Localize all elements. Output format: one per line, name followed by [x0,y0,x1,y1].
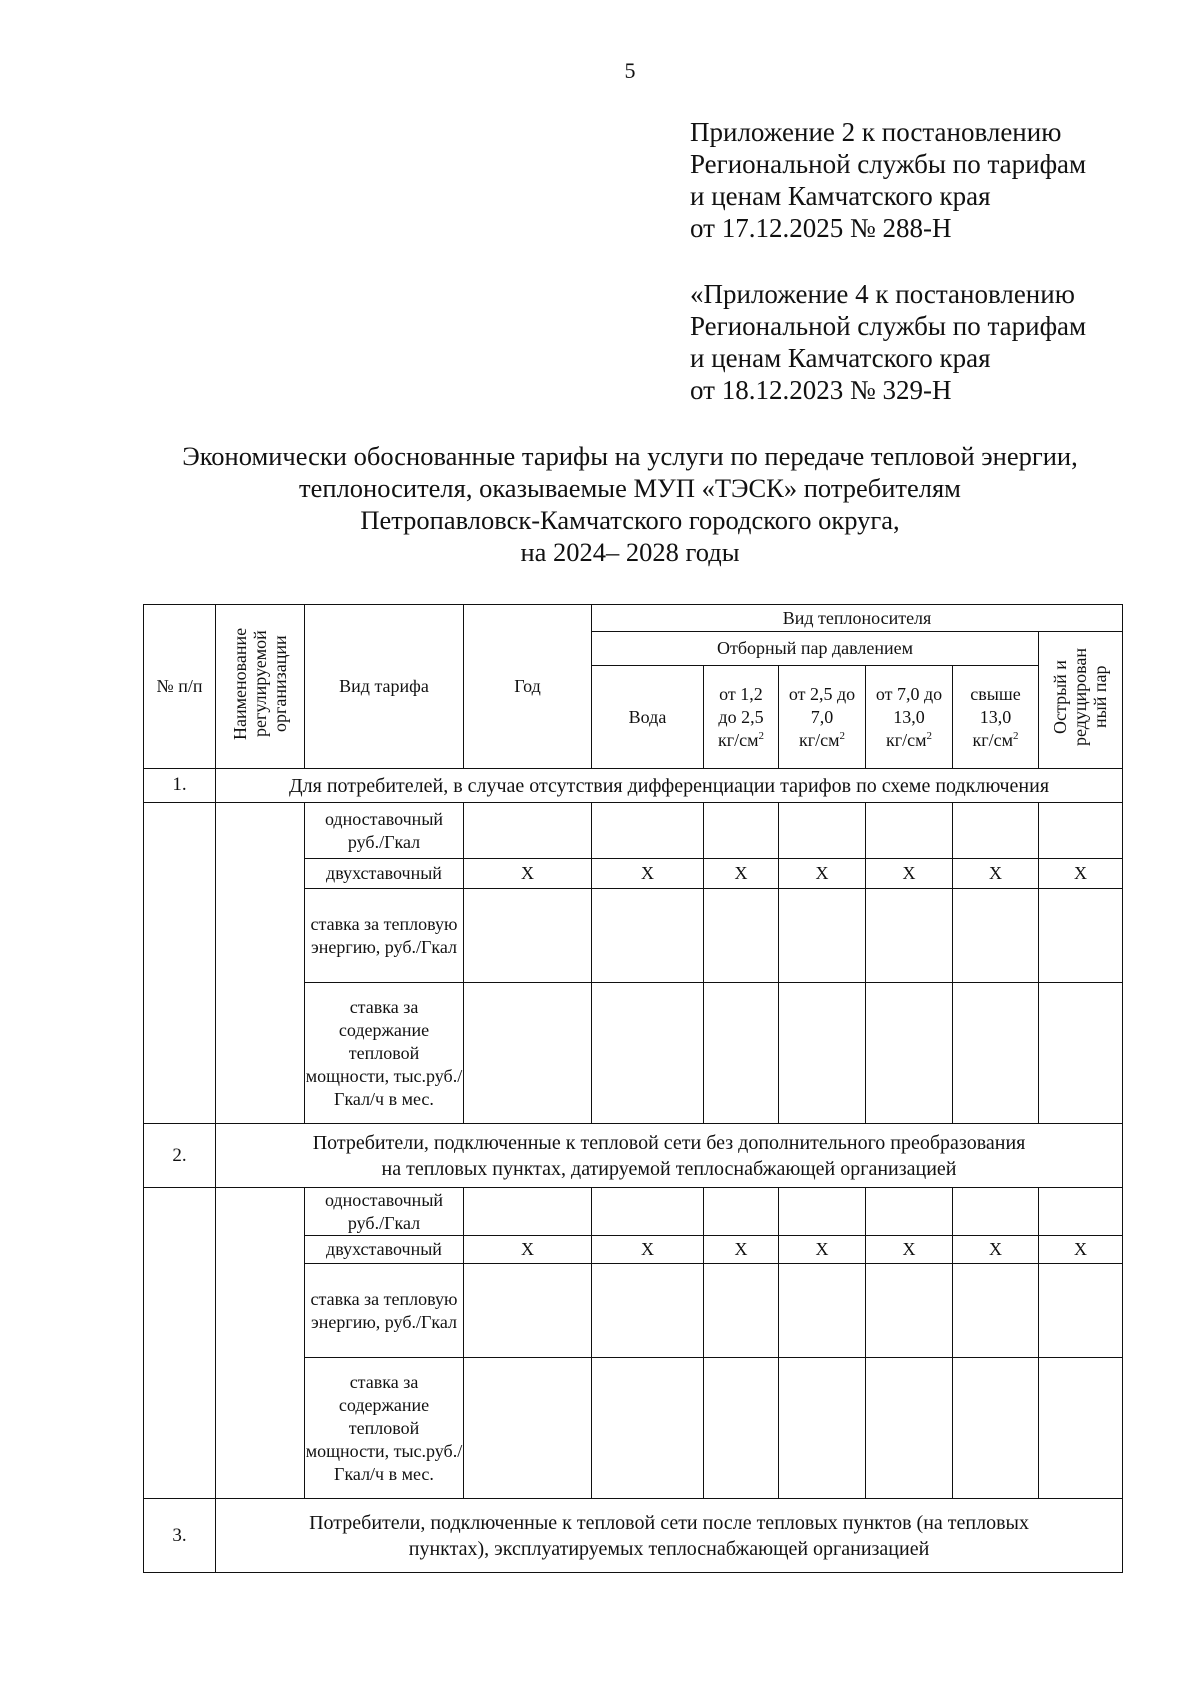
value-cell [866,983,953,1124]
value-cell [704,1358,779,1499]
tariff-type-cell: одноставочный руб./Гкал [305,803,464,859]
tariff-type-cell: ставка за тепловую энергию, руб./Гкал [305,889,464,983]
value-cell [464,1358,592,1499]
value-cell [866,1264,953,1358]
value-cell [1039,1264,1123,1358]
value-cell [866,889,953,983]
mark-cell: Х [704,859,779,889]
header-year: Год [464,605,592,769]
empty-cell [144,803,216,1124]
tariff-type-cell: двухставочный [305,1236,464,1264]
value-cell [592,803,704,859]
section-number: 3. [144,1499,216,1573]
mark-cell: Х [592,1236,704,1264]
section-title-line: Потребители, подключенные к тепловой сети после тепловых пунктов (на тепловых [309,1511,1029,1534]
value-cell [779,1264,866,1358]
tariff-type-cell: ставка за содержание тепловой мощности, тыс.руб./Гкал/ч в мес. [305,983,464,1124]
pressure-range: от 2,5 до 7,0 [788,683,856,727]
value-cell [866,1358,953,1499]
value-cell [592,1188,704,1236]
section-title [216,1124,1123,1188]
appendix-previous [690,278,1086,406]
appendix-previous-line: «Приложение 4 к постановлению [690,279,1075,309]
value-cell [464,983,592,1124]
value-cell [704,803,779,859]
mark-cell: Х [464,1236,592,1264]
pressure-range: от 7,0 до 13,0 [875,683,943,727]
mark-cell: Х [866,859,953,889]
appendix-current-line: и ценам Камчатского края [690,181,991,211]
tariff-type-cell: ставка за содержание тепловой мощности, тыс.руб./Гкал/ч в мес. [305,1358,464,1499]
value-cell [953,983,1039,1124]
pressure-unit: $кг/см^2$ [717,729,764,750]
header-steam-pressure: Отборный пар давлением [592,632,1039,666]
header-tariff-type: Вид тарифа [305,605,464,769]
appendix-current-line: Приложение 2 к постановлению [690,117,1062,147]
value-cell [1039,1188,1123,1236]
value-cell [1039,983,1123,1124]
header-sharp-steam-label: Острый и редуцирован ный пар [1049,647,1110,747]
section-title [216,1499,1123,1573]
value-cell [953,1188,1039,1236]
pressure-range: от 1,2 до 2,5 [718,683,764,727]
mark-cell: Х [779,859,866,889]
value-cell [1039,1358,1123,1499]
value-cell [779,889,866,983]
title-line: Петропавловск-Камчатского городского округа, [360,505,900,535]
section-title: Для потребителей, в случае отсутствия дифференциации тарифов по схеме подключения [216,769,1123,803]
header-pressure-1 [704,666,779,769]
tariff-table [143,604,1123,1573]
value-cell [953,889,1039,983]
mark-cell: Х [953,1236,1039,1264]
document-title [130,440,1130,568]
appendix-current-line: от 17.12.2025 № 288-Н [690,213,952,243]
mark-cell: Х [1039,859,1123,889]
empty-cell [216,1188,305,1499]
mark-cell: Х [953,859,1039,889]
empty-cell [216,803,305,1124]
section-title-line: пунктах), эксплуатируемых теплоснабжающей организацией [408,1537,930,1560]
value-cell [779,983,866,1124]
header-number: № п/п [144,605,216,769]
value-cell [592,889,704,983]
mark-cell: Х [704,1236,779,1264]
header-pressure-3 [866,666,953,769]
section-title-line: на тепловых пунктах, датируемой теплоснабжающей организацией [381,1157,957,1180]
value-cell [1039,889,1123,983]
value-cell [779,1358,866,1499]
title-line: на 2024– 2028 годы [520,537,740,567]
value-cell [866,803,953,859]
value-cell [1039,803,1123,859]
empty-cell [144,1188,216,1499]
appendix-current [690,116,1086,244]
appendix-current-line: Региональной службы по тарифам [690,149,1087,179]
mark-cell: Х [779,1236,866,1264]
value-cell [704,889,779,983]
appendix-previous-line: и ценам Камчатского края [690,343,991,373]
value-cell [704,1264,779,1358]
pressure-range: свыше 13,0 [970,683,1021,727]
value-cell [704,1188,779,1236]
appendix-previous-line: от 18.12.2023 № 329-Н [690,375,952,405]
appendix-previous-line: Региональной службы по тарифам [690,311,1087,341]
mark-cell: Х [866,1236,953,1264]
value-cell [953,1358,1039,1499]
value-cell [464,1188,592,1236]
value-cell [592,1358,704,1499]
value-cell [464,889,592,983]
value-cell [779,1188,866,1236]
header-pressure-4 [953,666,1039,769]
section-number: 2. [144,1124,216,1188]
header-pressure-2 [779,666,866,769]
title-line: теплоносителя, оказываемые МУП «ТЭСК» потребителям [299,473,961,503]
value-cell [953,1264,1039,1358]
tariff-type-cell: одноставочный руб./Гкал [305,1188,464,1236]
header-organization-label: Наименование регулируемой организации [230,627,290,740]
mark-cell: Х [592,859,704,889]
header-carrier: Вид теплоносителя [592,605,1123,632]
tariff-type-cell: ставка за тепловую энергию, руб./Гкал [305,1264,464,1358]
title-line: Экономически обоснованные тарифы на услуги по передаче тепловой энергии, [182,441,1078,471]
section-number: 1. [144,769,216,803]
value-cell [779,803,866,859]
header-sharp-steam [1039,632,1123,769]
value-cell [464,1264,592,1358]
value-cell [464,803,592,859]
pressure-unit: $кг/см^2$ [798,729,845,750]
value-cell [592,1264,704,1358]
page-number: 5 [624,58,636,83]
pressure-unit: $кг/см^2$ [885,729,932,750]
section-title-line: Потребители, подключенные к тепловой сети без дополнительного преобразования [312,1131,1026,1154]
tariff-type-cell: двухставочный [305,859,464,889]
value-cell [592,983,704,1124]
value-cell [953,803,1039,859]
header-water: Вода [592,666,704,769]
header-organization [216,605,305,769]
value-cell [866,1188,953,1236]
mark-cell: Х [464,859,592,889]
mark-cell: Х [1039,1236,1123,1264]
pressure-unit: $кг/см^2$ [972,729,1019,750]
value-cell [704,983,779,1124]
